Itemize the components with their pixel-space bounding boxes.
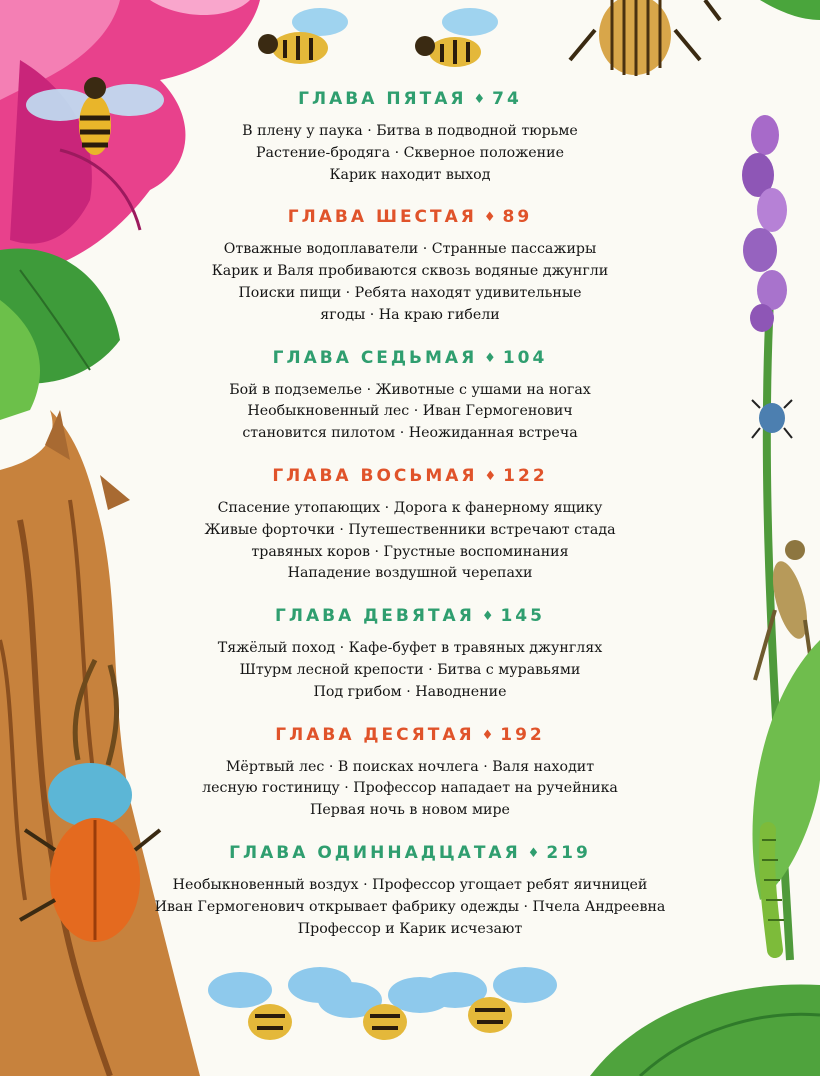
- chapter-entry: [140, 206, 680, 326]
- green-leaves-illustration: [0, 248, 120, 420]
- chapter-summary-line: Первая ночь в новом мире: [310, 802, 510, 819]
- chapter-page-number: 122: [503, 465, 548, 486]
- chapter-summary-line: Под грибом · Наводнение: [313, 683, 507, 700]
- chapter-summary-line: Нападение воздушной черепахи: [287, 565, 533, 582]
- chapter-summary-line: Растение-бродяга · Скверное положение: [256, 144, 564, 161]
- chapter-summary-line: Живые форточки · Путешественники встречают стада: [204, 521, 616, 538]
- chapter-summary-line: Мёртвый лес · В поисках ночлега · Валя находит: [225, 758, 595, 775]
- chapter-summary-line: Иван Гермогенович открывает фабрику одежды · Пчела Андреевна: [154, 898, 666, 915]
- diamond-separator-icon: ♦: [473, 92, 486, 107]
- chapter-summary-line: Необыкновенный лес · Иван Гермогенович: [247, 403, 573, 420]
- chapter-summary-line: Профессор и Карик исчезают: [297, 920, 523, 937]
- chapter-summary-line: В плену у паука · Битва в подводной тюрьме: [242, 123, 578, 139]
- chapter-heading: [140, 347, 680, 371]
- chapter-page-number: 104: [502, 347, 548, 368]
- diamond-separator-icon: ♦: [484, 468, 497, 484]
- flying-bees-top-illustration: [258, 8, 498, 67]
- chapter-title: ГЛАВА ВОСЬМАЯ: [272, 465, 478, 486]
- diamond-separator-icon: ♦: [527, 845, 540, 861]
- table-of-contents: [140, 88, 680, 960]
- chapter-summary-line: Тяжёлый поход · Кафе-буфет в травяных джунглях: [217, 640, 603, 657]
- chapter-title: ГЛАВА ДЕВЯТАЯ: [275, 606, 475, 627]
- diamond-separator-icon: ♦: [483, 210, 496, 226]
- striped-beetle-illustration: [570, 0, 720, 76]
- chapter-summary-line: Поиски пищи · Ребята находят удивительные: [238, 284, 582, 301]
- chapter-page-number: 74: [492, 89, 522, 109]
- chapter-title: ГЛАВА ПЯТАЯ: [298, 89, 467, 109]
- chapter-entry: [140, 347, 680, 445]
- chapter-entry: [140, 724, 680, 822]
- chapter-heading: [140, 206, 680, 230]
- diamond-separator-icon: ♦: [481, 609, 494, 625]
- chapter-page-number: 145: [500, 606, 545, 627]
- chapter-summary-line: Карик находит выход: [329, 166, 491, 183]
- chapter-title: ГЛАВА ШЕСТАЯ: [287, 207, 477, 228]
- diamond-separator-icon: ♦: [484, 350, 496, 366]
- chapter-title: ГЛАВА ДЕСЯТАЯ: [275, 724, 475, 745]
- chapter-heading: [140, 88, 680, 112]
- chapter-title: ГЛАВА ОДИННАДЦАТАЯ: [229, 842, 521, 863]
- chapter-summary-line: лесную гостиницу · Профессор нападает на ручейника: [202, 780, 618, 797]
- chapter-heading: [140, 842, 680, 866]
- chapter-summary-line: Отважные водоплаватели · Странные пассажиры: [223, 241, 597, 258]
- chapter-heading: [140, 465, 680, 489]
- chapter-summary-line: становится пилотом · Неожиданная встреча: [242, 425, 578, 442]
- chapter-entry: [140, 605, 680, 703]
- chapter-page-number: 219: [546, 842, 591, 863]
- chapter-summary-line: Спасение утопающих · Дорога к фанерному ящику: [217, 499, 603, 516]
- chapter-entry: [140, 842, 680, 940]
- chapter-summary-line: Штурм лесной крепости · Битва с муравьями: [239, 661, 581, 678]
- chapter-entry: [140, 465, 680, 585]
- chapter-summary-line: Необыкновенный воздух · Профессор угощает ребят яичницей: [172, 876, 648, 893]
- chapter-title: ГЛАВА СЕДЬМАЯ: [272, 347, 478, 368]
- diamond-separator-icon: ♦: [481, 727, 494, 743]
- chapter-summary-line: Карик и Валя пробиваются сквозь водяные джунгли: [211, 263, 609, 280]
- chapter-summary-line: травяных коров · Грустные воспоминания: [251, 543, 569, 560]
- chapter-page-number: 192: [500, 724, 545, 745]
- chapter-page-number: 89: [502, 207, 533, 228]
- corner-leaf-illustration: [760, 0, 820, 20]
- chapter-summary-line: Бой в подземелье · Животные с ушами на ногах: [229, 381, 591, 398]
- flying-bees-bottom-illustration: [208, 967, 557, 1040]
- chapter-heading: [140, 724, 680, 748]
- blue-beetle-illustration: [752, 400, 792, 438]
- chapter-summary-line: ягоды · На краю гибели: [320, 306, 500, 323]
- chapter-heading: [140, 605, 680, 629]
- chapter-entry: [140, 88, 680, 186]
